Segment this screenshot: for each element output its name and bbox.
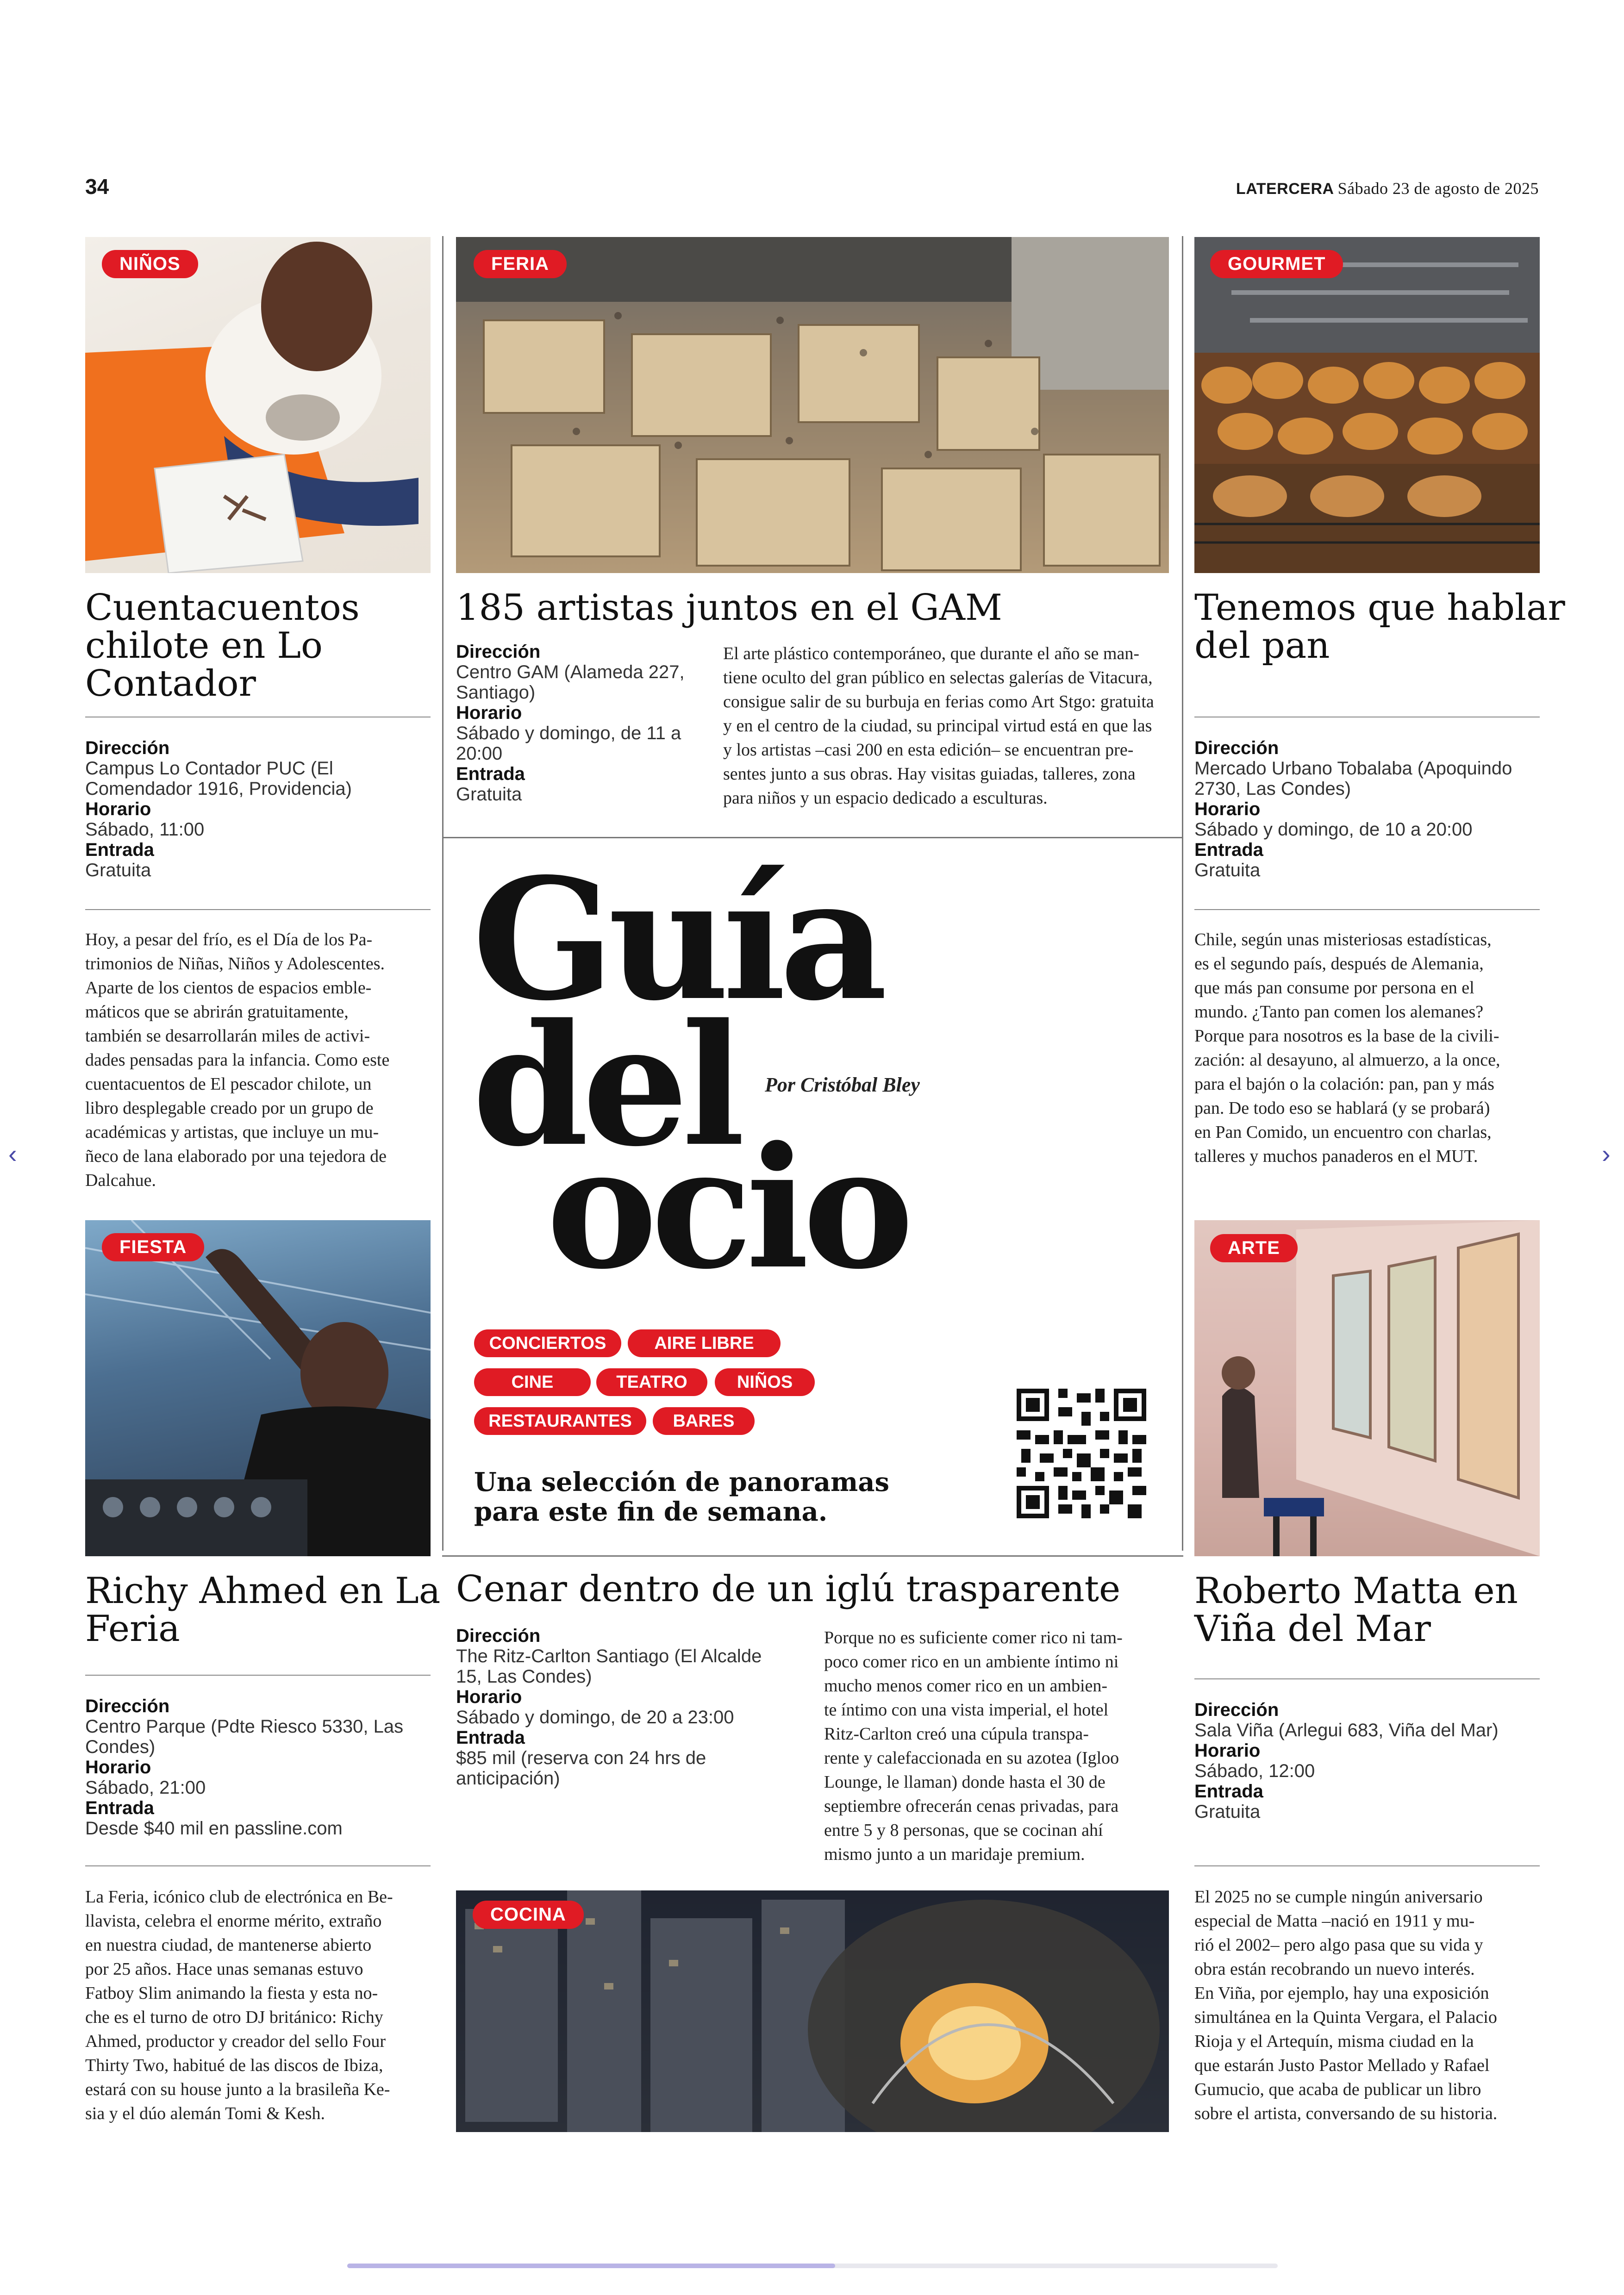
issue-date: Sábado 23 de agosto de 2025 [1337,179,1539,198]
info-matta [1194,1700,1499,1822]
body-line: Porque para nosotros es la base de la civili- [1194,1026,1499,1046]
value-entrada: anticipación) [456,1768,560,1789]
body-line: Ritz-Carlton creó una cúpula transpa- [824,1724,1089,1744]
body-line: Aparte de los cientos de espacios emble- [85,978,372,998]
qr-code-icon[interactable] [1017,1389,1146,1518]
heading-line: Tenemos que hablar [1194,587,1565,629]
byline: Por Cristóbal Bley [765,1073,920,1096]
body-line: mucho menos comer rico en un ambien- [824,1676,1108,1696]
heading-iglu: Cenar dentro de un iglú trasparente [456,1568,1121,1610]
category-pill: NIÑOS [715,1368,815,1396]
body-line: El arte plástico contemporáneo, que durante el año se man- [723,644,1139,663]
value-entrada: $85 mil (reserva con 24 hrs de [456,1748,706,1768]
value-entrada: Gratuita [456,784,522,804]
body-line: especial de Matta –nació en 1911 y mu- [1194,1911,1475,1931]
body-line: mismo junto a un maridaje premium. [824,1845,1085,1864]
body-line: por 25 años. Hace unas semanas estuvo [85,1959,363,1979]
label-direccion: Dirección [85,738,170,758]
body-line: consigue salir de su burbuja en ferias como Art Stgo: gratuita [723,692,1154,711]
brand-name: LATERCERA [1236,180,1334,198]
value-horario: Sábado y domingo, de 11 a [456,723,681,743]
value-entrada: Gratuita [1194,1802,1261,1822]
value-entrada: Desde $40 mil en passline.com [85,1818,343,1839]
body-cuentacuentos [85,928,431,1192]
body-line: dades pensadas para la infancia. Como este [85,1050,390,1070]
label-entrada: Entrada [85,840,154,860]
value-entrada: Gratuita [85,860,151,880]
body-matta [1194,1885,1540,2126]
body-line: Gumucio, que acaba de publicar un libro [1194,2080,1481,2099]
body-line: y los artistas –casi 200 en esta edición– se encuentran pre- [723,740,1134,760]
heading-line: Cuentacuentos [85,587,360,629]
body-line: La Feria, icónico club de electrónica en Be- [85,1887,393,1907]
body-line: obra están recobrando un nuevo interés. [1194,1959,1475,1979]
value-horario: 20:00 [456,743,503,764]
value-direccion: Santiago) [456,682,536,703]
body-line: pan. De todo eso se hablará (y se probará) [1194,1098,1490,1118]
rule [85,1675,431,1676]
heading-matta [1194,1572,1518,1648]
category-pill: CONCIERTOS [474,1329,621,1357]
heading-gam: 185 artistas juntos en el GAM [456,587,1002,629]
body-line: Ahmed, productor y creador del sello Four [85,2032,386,2051]
tag-feria: FERIA [474,250,567,278]
rule [1194,909,1540,910]
body-line: Hoy, a pesar del frío, es el Día de los Pa- [85,930,373,949]
body-line: en Pan Comido, un encuentro con charlas, [1194,1123,1492,1142]
body-line: es el segundo país, después de Alemania, [1194,954,1484,973]
value-direccion: 15, Las Condes) [456,1666,592,1687]
body-line: llavista, celebra el enorme mérito, extraño [85,1911,382,1931]
tag-arte: ARTE [1210,1234,1298,1262]
info-richy [85,1696,403,1839]
body-line: entre 5 y 8 personas, que se cocinan ahí [824,1821,1103,1840]
heading-line: chilote en Lo [85,625,323,667]
label-direccion: Dirección [1194,738,1279,758]
body-line: cuentacuentos de El pescador chilote, un [85,1074,372,1094]
rule [85,1865,431,1866]
label-entrada: Entrada [456,1727,525,1748]
body-line: Thirty Two, habitué de las discos de Ibiza, [85,2056,383,2075]
label-entrada: Entrada [85,1798,154,1818]
label-direccion: Dirección [456,642,541,662]
chevron-right-icon[interactable]: › [1602,1139,1611,1168]
category-pill: TEATRO [596,1368,707,1396]
heading-richy [85,1572,440,1648]
body-line: Porque no es suficiente comer rico ni tam- [824,1628,1123,1647]
body-iglu [824,1626,1169,1866]
body-line: académicas y artistas, que incluye un mu- [85,1123,379,1142]
body-line: para el bajón o la colación: pan, pan y más [1194,1074,1494,1094]
body-line: que más pan consume por persona en el [1194,978,1474,998]
rule [1194,1865,1540,1866]
value-direccion: The Ritz-Carlton Santiago (El Alcalde [456,1646,762,1666]
label-horario: Horario [456,1687,522,1707]
tag-ninos: NIÑOS [102,250,198,278]
label-entrada: Entrada [1194,840,1263,860]
body-line: zación: al desayuno, al almuerzo, a la once, [1194,1050,1500,1070]
body-line: Chile, según unas misteriosas estadísticas, [1194,930,1492,949]
label-entrada: Entrada [1194,1781,1263,1802]
row-divider [442,837,1183,838]
body-line: En Viña, por ejemplo, hay una exposición [1194,1983,1489,2003]
tagline-line: Una selección de panoramas [474,1467,890,1497]
photo-gourmet [1194,237,1540,573]
heading-line: del pan [1194,625,1330,667]
value-direccion: Centro GAM (Alameda 227, [456,662,685,682]
value-horario: Sábado, 21:00 [85,1777,206,1798]
body-line: El 2025 no se cumple ningún aniversario [1194,1887,1483,1907]
info-gam [456,642,685,804]
heading-line: Richy Ahmed en La [85,1570,441,1612]
value-direccion: 2730, Las Condes) [1194,779,1351,799]
label-horario: Horario [85,1757,151,1777]
body-line: rió el 2002– pero algo pasa que su vida y [1194,1935,1483,1955]
value-horario: Sábado, 12:00 [1194,1761,1315,1781]
row-divider [442,1555,1183,1557]
body-line: simultánea en la Quinta Vergara, el Palacio [1194,2008,1497,2027]
body-line: libro desplegable creado por un grupo de [85,1098,374,1118]
guia-word-1: Guía [472,842,881,1037]
body-line: te íntimo con una vista imperial, el hotel [824,1700,1109,1720]
value-direccion: Centro Parque (Pdte Riesco 5330, Las [85,1716,404,1737]
value-direccion: Condes) [85,1737,156,1757]
body-line: ñeco de lana elaborado por una tejedora de [85,1147,387,1166]
rule [85,909,431,910]
body-line: rente y calefaccionada en su azotea (Igloo [824,1748,1119,1768]
value-horario: Sábado, 11:00 [85,819,205,840]
body-pan [1194,928,1540,1168]
info-iglu [456,1626,762,1789]
body-line: y en el centro de la ciudad, su principal virtud está en que las [723,716,1152,736]
column-divider [442,236,443,1551]
body-line: estará con su house junto a la brasileña Ke- [85,2080,390,2099]
rule [1194,1678,1540,1679]
label-horario: Horario [456,703,522,723]
body-line: septiembre ofrecerán cenas privadas, para [824,1796,1119,1816]
category-pill: CINE [474,1368,591,1396]
body-line: también se desarrollarán miles de activi- [85,1026,370,1046]
page-number: 34 [85,175,109,199]
body-line: sentes junto a sus obras. Hay visitas guiadas, talleres, zona [723,764,1136,784]
info-pan [1194,738,1512,880]
column-divider [1182,236,1183,1551]
heading-line: Feria [85,1608,180,1650]
value-direccion: Comendador 1916, Providencia) [85,779,352,799]
category-pill: BARES [653,1407,755,1435]
value-horario: Sábado y domingo, de 10 a 20:00 [1194,819,1473,840]
guia-word-3: ocio [546,1110,908,1306]
label-direccion: Dirección [85,1696,170,1716]
value-horario: Sábado y domingo, de 20 a 23:00 [456,1707,734,1727]
body-line: trimonios de Niñas, Niños y Adolescentes. [85,954,385,973]
photo-feria [456,237,1169,573]
photo-fiesta [85,1220,431,1556]
heading-pan [1194,589,1565,665]
heading-cuentacuentos [85,589,360,703]
category-pill: AIRE LIBRE [628,1329,781,1357]
body-line: poco comer rico en un ambiente íntimo ni [824,1652,1119,1671]
body-line: tiene oculto del gran público en selectas galerías de Vitacura, [723,668,1153,687]
tag-cocina: COCINA [473,1901,584,1929]
label-horario: Horario [1194,799,1261,819]
body-line: talleres y muchos panaderos en el MUT. [1194,1147,1478,1166]
label-horario: Horario [85,799,151,819]
body-gam [723,642,1169,810]
body-line: mundo. ¿Tanto pan comen los alemanes? [1194,1002,1484,1022]
heading-line: Viña del Mar [1194,1608,1431,1650]
body-richy [85,1885,431,2126]
heading-line: Roberto Matta en [1194,1570,1518,1612]
category-pill: RESTAURANTES [474,1407,646,1435]
label-horario: Horario [1194,1740,1261,1761]
photo-cocina [456,1890,1169,2132]
guia-word-2: del [472,987,739,1183]
photo-arte [1194,1220,1540,1556]
body-line: máticos que se abrirán gratuitamente, [85,1002,349,1022]
masthead [1236,179,1539,198]
value-direccion: Mercado Urbano Tobalaba (Apoquindo [1194,758,1512,779]
body-line: en nuestra ciudad, de mantenerse abierto [85,1935,372,1955]
scroll-thumb[interactable] [347,2264,835,2268]
value-entrada: Gratuita [1194,860,1261,880]
tagline [474,1467,889,1527]
body-line: sia y el dúo alemán Tomi & Kesh. [85,2104,325,2123]
body-line: Lounge, le llaman) donde hasta el 30 de [824,1772,1106,1792]
body-line: para niños y un espacio dedicado a esculturas. [723,788,1048,808]
label-entrada: Entrada [456,764,525,784]
body-line: Dalcahue. [85,1171,156,1190]
info-cuentacuentos [85,738,352,880]
chevron-left-icon[interactable]: ‹ [8,1139,17,1168]
tagline-line: para este fin de semana. [474,1497,828,1527]
scroll-track[interactable] [347,2264,1278,2268]
body-line: que estarán Justo Pastor Mellado y Rafael [1194,2056,1490,2075]
heading-line: Contador [85,663,256,705]
value-direccion: Campus Lo Contador PUC (El [85,758,333,779]
photo-ninos [85,237,431,573]
tag-gourmet: GOURMET [1210,250,1343,278]
tag-fiesta: FIESTA [102,1233,204,1261]
body-line: Fatboy Slim animando la fiesta y esta no- [85,1983,378,2003]
label-direccion: Dirección [456,1626,541,1646]
label-direccion: Dirección [1194,1700,1279,1720]
body-line: sobre el artista, conversando de su historia. [1194,2104,1498,2123]
body-line: che es el turno de otro DJ británico: Richy [85,2008,383,2027]
body-line: Rioja y el Artequín, misma ciudad en la [1194,2032,1474,2051]
value-direccion: Sala Viña (Arlegui 683, Viña del Mar) [1194,1720,1499,1740]
